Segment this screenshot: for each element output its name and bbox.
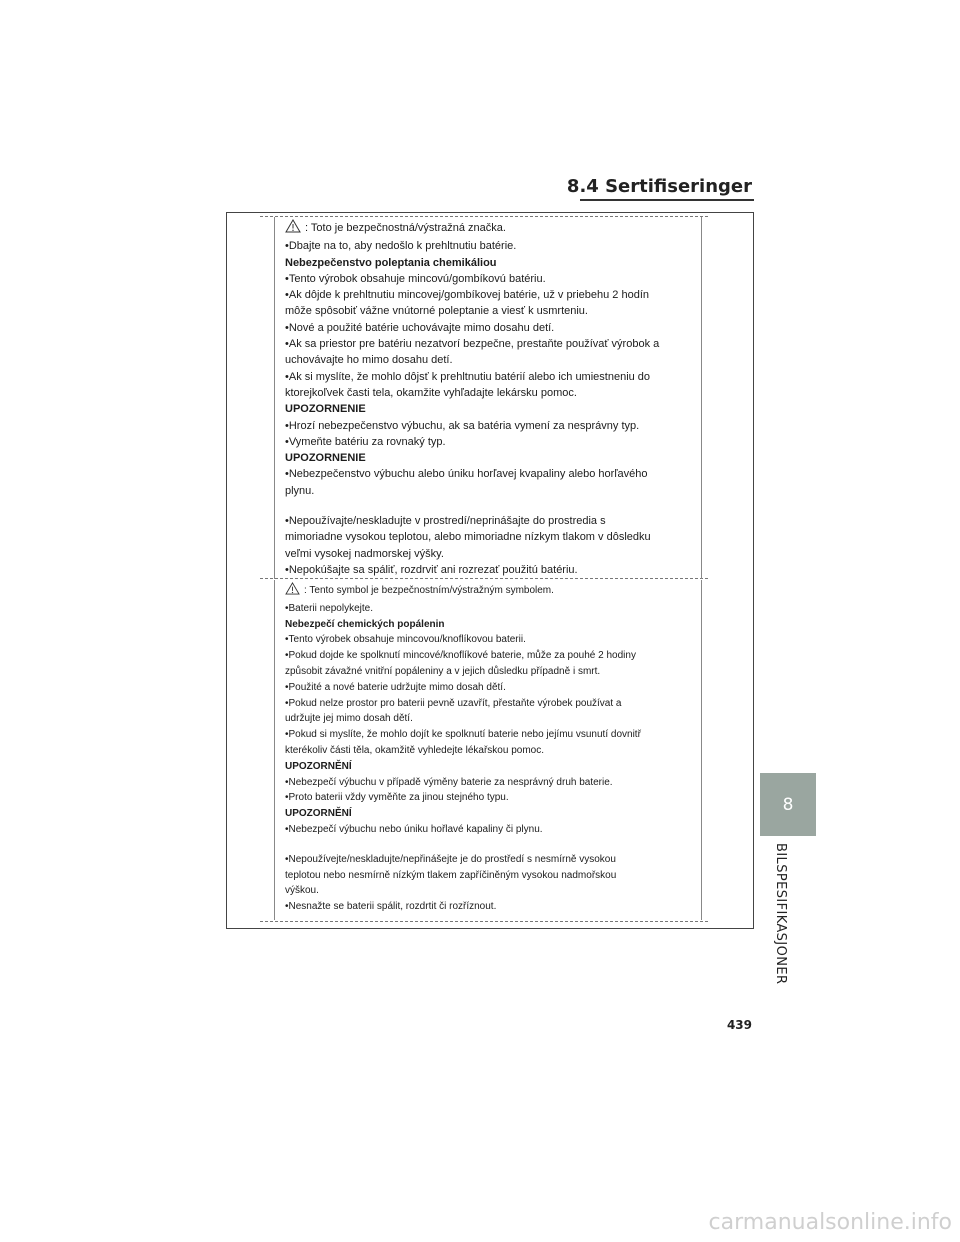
text-line: plynu. — [285, 484, 315, 497]
text-line: •Nepoužívejte/neskladujte/nepřinášejte je do prostředí s nesmírně vysokou — [285, 853, 616, 865]
text-line: •Nebezpečenstvo výbuchu alebo úniku horľavej kvapaliny alebo horľavého — [285, 468, 648, 481]
text-line: •Nesnažte se baterii spálit, rozdrtit či rozříznout. — [285, 901, 497, 913]
czech-warning-panel — [274, 580, 702, 920]
text-line: •Vymeňte batériu za rovnaký typ. — [285, 435, 446, 448]
text-line: •Nepokúšajte sa spáliť, rozdrviť ani rozrezať použitú batériu. — [285, 563, 578, 576]
text-line: kterékoliv části těla, okamžitě vyhledejte lékařskou pomoc. — [285, 744, 545, 756]
chapter-tab — [760, 773, 816, 836]
text-line: •Hrozí nebezpečenstvo výbuchu, ak sa batéria vymení za nesprávny typ. — [285, 419, 640, 432]
text-line: •Použité a nové baterie udržujte mimo dosah dětí. — [285, 681, 506, 693]
text-line: •Pokud nelze prostor pro baterii pevně uzavřít, přestaňte výrobek používat a — [285, 697, 622, 709]
text-line: veľmi vysokej nadmorskej výšky. — [285, 547, 444, 560]
text-line: •Nebezpečí výbuchu v případě výměny baterie za nesprávný druh baterie. — [285, 776, 613, 788]
hazard-heading: Nebezpečenstvo poleptania chemikáliou — [285, 256, 497, 269]
text-line: teplotou nebo nesmírně nízkým tlakem zapříčiněným vysokou nadmořskou — [285, 869, 617, 881]
text-line: výškou. — [285, 885, 319, 897]
chapter-label: BILSPESIFIKASJONER — [773, 843, 788, 985]
text-line: •Baterii nepolykejte. — [285, 602, 373, 614]
chapter-number: 8 — [782, 794, 794, 815]
dashed-divider-bottom — [260, 921, 708, 922]
warning-triangle-icon — [285, 582, 300, 601]
text-line: •Tento výrobok obsahuje mincovú/gombíkovú batériu. — [285, 272, 546, 285]
warning-triangle-icon — [285, 219, 301, 238]
text-line: •Tento výrobek obsahuje mincovou/knoflíkovou baterii. — [285, 634, 526, 646]
header-divider — [580, 199, 754, 201]
text-line: •Nové a použité batérie uchovávajte mimo dosahu detí. — [285, 321, 555, 334]
text-line: •Nebezpečí výbuchu nebo úniku hořlavé kapaliny či plynu. — [285, 823, 543, 835]
page-number: 439 — [726, 1018, 752, 1032]
text-line: •Pokud dojde ke spolknutí mincové/knoflíkové baterie, může za pouhé 2 hodiny — [285, 650, 636, 662]
text-line: udržujte jej mimo dosah dětí. — [285, 713, 413, 725]
text-line: •Ak sa priestor pre batériu nezatvorí bezpečne, prestaňte používať výrobok a — [285, 338, 660, 351]
safety-symbol-line: : Tento symbol je bezpečnostním/výstražným symbolem. — [285, 582, 693, 601]
text-line: môže spôsobiť vážne vnútorné poleptanie a viesť k usmrteniu. — [285, 305, 588, 318]
text-line: •Ak si myslíte, že mohlo dôjsť k prehltnutiu batérií alebo ich umiestneniu do — [285, 370, 651, 383]
text-line: •Nepoužívajte/neskladujte v prostredí/neprinášajte do prostredia s — [285, 515, 606, 528]
safety-symbol-line: : Toto je bezpečnostná/výstražná značka. — [285, 219, 693, 238]
text-line: ktorejkoľvek časti tela, okamžite vyhľadajte lekársku pomoc. — [285, 386, 577, 399]
caution-heading: UPOZORNENIE — [285, 403, 366, 416]
text-line: •Proto baterii vždy vyměňte za jinou stejného typu. — [285, 792, 509, 804]
text-line: •Dbajte na to, aby nedošlo k prehltnutiu batérie. — [285, 240, 517, 253]
hazard-heading: Nebezpečí chemických popálenin — [285, 618, 445, 630]
slovak-warning-panel — [274, 217, 702, 579]
text-line: mimoriadne vysokou teplotou, alebo mimoriadne nízkym tlakom v dôsledku — [285, 531, 651, 544]
text-line: uchovávajte ho mimo dosahu detí. — [285, 354, 453, 367]
text-line: způsobit závažné vnitřní popáleniny a v jejich důsledku případně i smrt. — [285, 665, 601, 677]
caution-heading: UPOZORNĚNÍ — [285, 808, 352, 820]
caution-heading: UPOZORNĚNÍ — [285, 760, 352, 772]
caution-heading: UPOZORNENIE — [285, 452, 366, 465]
watermark: carmanualsonline.info — [708, 1210, 952, 1235]
section-title: 8.4 Sertifiseringer — [566, 176, 752, 197]
text-line: •Pokud si myslíte, že mohlo dojít ke spolknutí baterie nebo jejímu vsunutí dovnitř — [285, 729, 641, 741]
text-line: •Ak dôjde k prehltnutiu mincovej/gombíkovej batérie, už v priebehu 2 hodín — [285, 289, 650, 302]
